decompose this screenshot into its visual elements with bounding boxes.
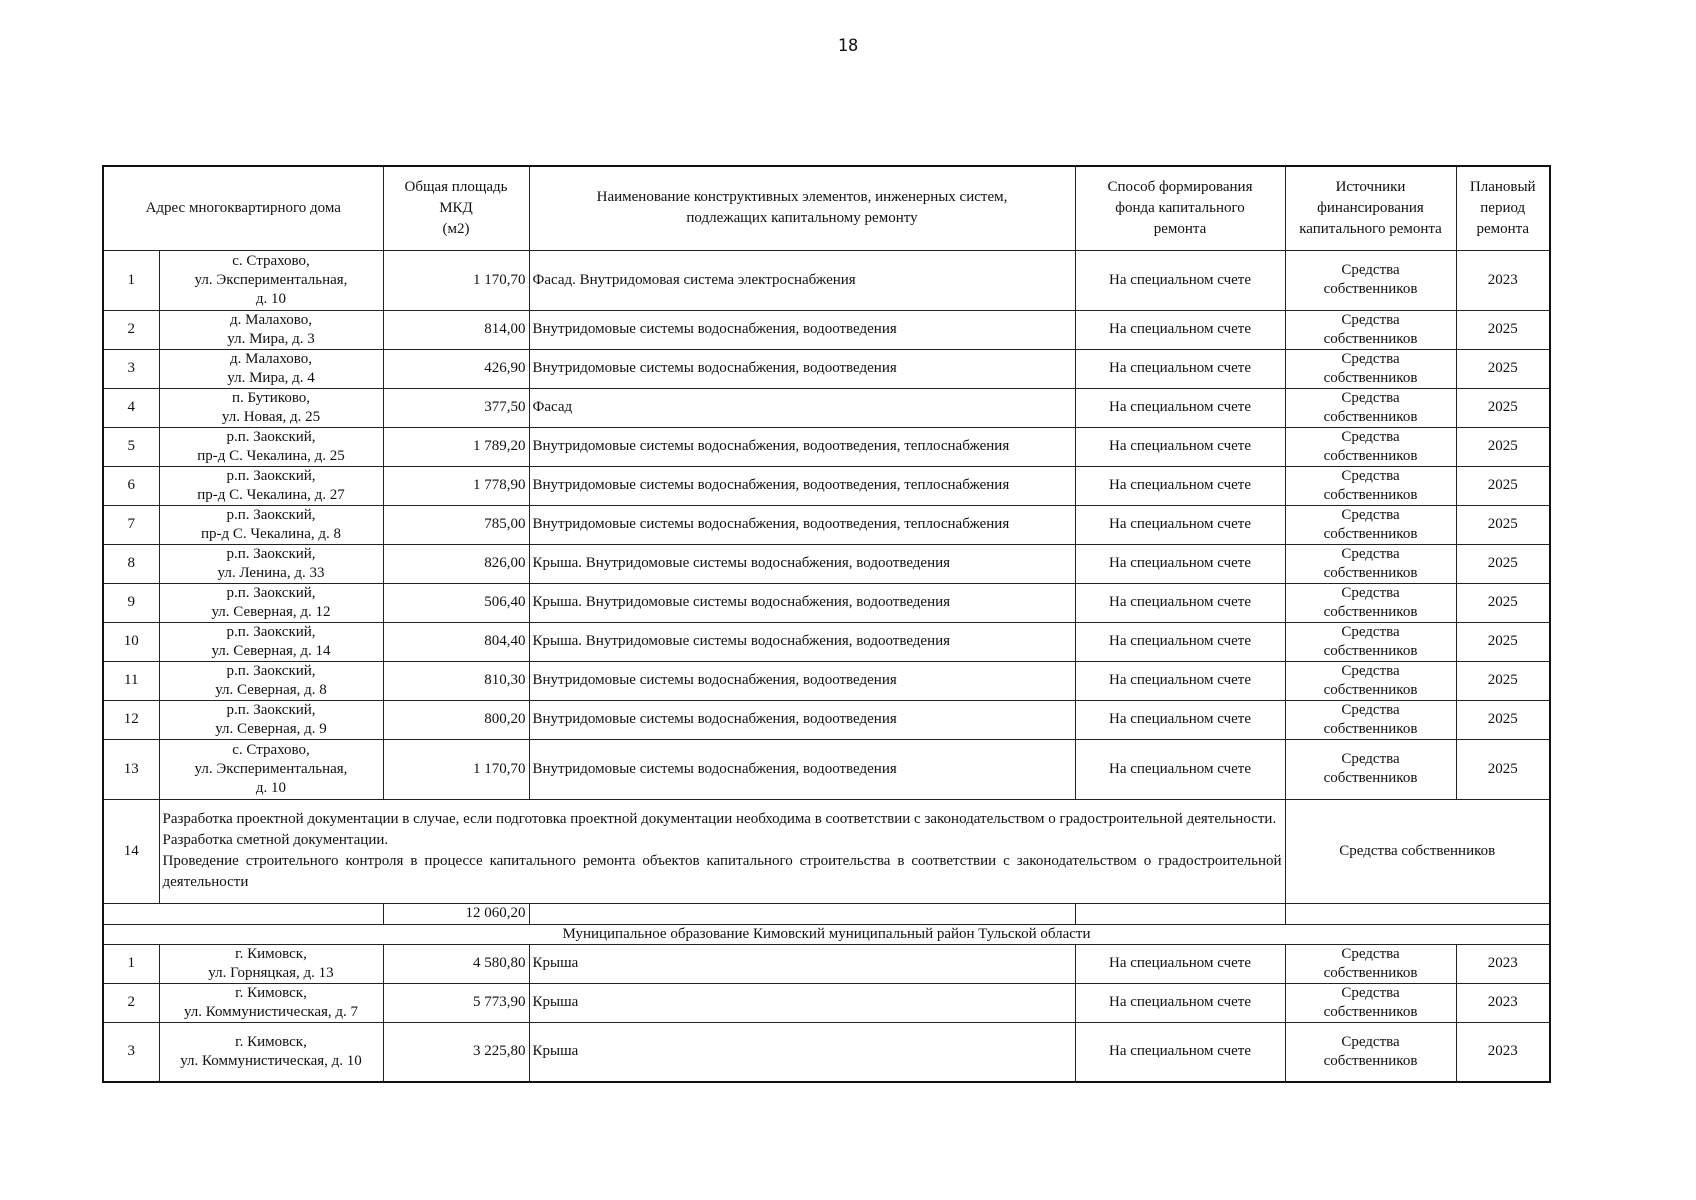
row-number: 2	[103, 310, 159, 349]
address-line: с. Страхово,	[232, 741, 310, 758]
source-line: собственников	[1323, 525, 1418, 542]
row-number: 14	[103, 799, 159, 903]
source-line: Средства	[1341, 428, 1400, 445]
address-line: д. 10	[255, 779, 287, 796]
table-row-notes	[103, 799, 1550, 903]
row-address	[159, 544, 383, 583]
section-title: Муниципальное образование Кимовский муниципальный район Тульской области	[103, 924, 1550, 944]
row-number: 4	[103, 388, 159, 427]
row-elements: Внутридомовые системы водоснабжения, водоотведения, теплоснабжения	[529, 505, 1075, 544]
row-year: 2025	[1456, 661, 1550, 700]
row-number: 5	[103, 427, 159, 466]
notes-line: Разработка проектной документации в случае, если подготовка проектной документации необходима в соответствии с законодательством о градостроительной деятельности.	[162, 811, 1277, 827]
row-number: 1	[103, 250, 159, 310]
row-fund: На специальном счете	[1075, 583, 1285, 622]
table-row	[103, 583, 1550, 622]
row-area: 814,00	[383, 310, 529, 349]
row-area: 506,40	[383, 583, 529, 622]
address-line: ул. Ленина, д. 33	[217, 564, 325, 581]
row-source	[1285, 388, 1456, 427]
header-sources	[1285, 166, 1456, 250]
row-fund: На специальном счете	[1075, 349, 1285, 388]
address-line: пр-д С. Чекалина, д. 25	[197, 447, 345, 464]
notes-source: Средства собственников	[1285, 799, 1550, 903]
source-line: собственников	[1323, 642, 1418, 659]
row-elements: Крыша	[529, 1022, 1075, 1082]
table-row	[103, 622, 1550, 661]
header-area-line: (м2)	[442, 220, 470, 237]
table-row	[103, 983, 1550, 1022]
address-line: ул. Северная, д. 14	[211, 642, 331, 659]
row-address	[159, 466, 383, 505]
row-elements: Крыша. Внутридомовые системы водоснабжения, водоотведения	[529, 622, 1075, 661]
table-row	[103, 466, 1550, 505]
row-fund: На специальном счете	[1075, 388, 1285, 427]
row-year: 2025	[1456, 466, 1550, 505]
row-elements: Крыша. Внутридомовые системы водоснабжения, водоотведения	[529, 583, 1075, 622]
header-sources-line: Источники	[1335, 178, 1406, 195]
row-elements: Внутридомовые системы водоснабжения, водоотведения	[529, 661, 1075, 700]
row-area: 804,40	[383, 622, 529, 661]
row-area: 4 580,80	[383, 944, 529, 983]
row-fund: На специальном счете	[1075, 310, 1285, 349]
source-line: Средства	[1341, 1033, 1400, 1050]
row-source	[1285, 250, 1456, 310]
repair-schedule-table	[102, 165, 1551, 1083]
row-address	[159, 700, 383, 739]
row-year: 2025	[1456, 583, 1550, 622]
header-sources-line: финансирования	[1317, 199, 1424, 216]
total-row	[103, 903, 1550, 924]
address-line: д. 10	[255, 290, 287, 307]
address-line: р.п. Заокский,	[226, 584, 316, 601]
row-source	[1285, 661, 1456, 700]
address-line: ул. Экспериментальная,	[194, 271, 348, 288]
source-line: Средства	[1341, 389, 1400, 406]
header-row	[103, 166, 1550, 250]
source-line: собственников	[1323, 681, 1418, 698]
address-line: ул. Мира, д. 3	[227, 330, 315, 347]
row-year: 2025	[1456, 739, 1550, 799]
row-area: 1 170,70	[383, 250, 529, 310]
source-line: собственников	[1323, 281, 1418, 297]
row-area: 1 170,70	[383, 739, 529, 799]
source-line: собственников	[1323, 964, 1418, 981]
header-period-line: Плановый	[1469, 178, 1536, 195]
row-year: 2025	[1456, 349, 1550, 388]
source-line: Средства	[1341, 751, 1400, 767]
row-area: 1 778,90	[383, 466, 529, 505]
row-year: 2023	[1456, 983, 1550, 1022]
row-address	[159, 250, 383, 310]
row-address	[159, 388, 383, 427]
row-area: 785,00	[383, 505, 529, 544]
source-line: собственников	[1323, 447, 1418, 464]
address-line: р.п. Заокский,	[226, 545, 316, 562]
address-line: д. Малахово,	[229, 350, 313, 367]
row-area: 800,20	[383, 700, 529, 739]
header-area-line: Общая площадь	[404, 178, 508, 195]
row-source	[1285, 944, 1456, 983]
header-period	[1456, 166, 1550, 250]
row-source	[1285, 700, 1456, 739]
row-address	[159, 583, 383, 622]
header-area	[383, 166, 529, 250]
source-line: Средства	[1341, 701, 1400, 718]
address-line: ул. Новая, д. 25	[221, 408, 321, 425]
header-sources-line: капитального ремонта	[1299, 220, 1442, 237]
row-fund: На специальном счете	[1075, 250, 1285, 310]
table-row	[103, 700, 1550, 739]
header-address: Адрес многоквартирного дома	[103, 166, 383, 250]
address-line: ул. Северная, д. 12	[211, 603, 331, 620]
row-year: 2025	[1456, 544, 1550, 583]
total-empty	[529, 903, 1075, 924]
row-source	[1285, 622, 1456, 661]
row-fund: На специальном счете	[1075, 427, 1285, 466]
row-address	[159, 310, 383, 349]
row-fund: На специальном счете	[1075, 622, 1285, 661]
address-line: р.п. Заокский,	[226, 701, 316, 718]
row-fund: На специальном счете	[1075, 505, 1285, 544]
row-source	[1285, 739, 1456, 799]
row-number: 12	[103, 700, 159, 739]
table-row	[103, 250, 1550, 310]
row-address	[159, 505, 383, 544]
source-line: Средства	[1341, 262, 1400, 278]
row-elements: Внутридомовые системы водоснабжения, водоотведения, теплоснабжения	[529, 466, 1075, 505]
table-row	[103, 1022, 1550, 1082]
address-line: р.п. Заокский,	[226, 623, 316, 640]
address-line: р.п. Заокский,	[226, 506, 316, 523]
source-line: собственников	[1323, 486, 1418, 503]
table-row	[103, 427, 1550, 466]
source-line: собственников	[1323, 1052, 1418, 1069]
source-line: Средства	[1341, 506, 1400, 523]
address-line: ул. Экспериментальная,	[194, 760, 348, 777]
source-line: Средства	[1341, 545, 1400, 562]
row-year: 2025	[1456, 310, 1550, 349]
source-line: Средства	[1341, 467, 1400, 484]
source-line: Средства	[1341, 945, 1400, 962]
row-area: 810,30	[383, 661, 529, 700]
notes-cell	[159, 799, 1285, 903]
row-fund: На специальном счете	[1075, 1022, 1285, 1082]
address-line: г. Кимовск,	[235, 1033, 307, 1050]
row-address	[159, 622, 383, 661]
row-elements: Крыша. Внутридомовые системы водоснабжения, водоотведения	[529, 544, 1075, 583]
row-year: 2023	[1456, 1022, 1550, 1082]
row-address	[159, 944, 383, 983]
page-number: 18	[837, 36, 859, 56]
address-line: ул. Коммунистическая, д. 7	[183, 1003, 359, 1020]
row-elements: Фасад. Внутридомовая система электроснабжения	[529, 250, 1075, 310]
row-address	[159, 739, 383, 799]
address-line: пр-д С. Чекалина, д. 8	[201, 525, 341, 542]
header-period-line: ремонта	[1476, 220, 1530, 237]
source-line: собственников	[1323, 770, 1418, 786]
row-address	[159, 1022, 383, 1082]
row-address	[159, 427, 383, 466]
address-line: пр-д С. Чекалина, д. 27	[197, 486, 345, 503]
row-year: 2025	[1456, 700, 1550, 739]
header-elements-line: Наименование конструктивных элементов, инженерных систем,	[596, 189, 1008, 206]
row-number: 13	[103, 739, 159, 799]
address-line: ул. Коммунистическая, д. 10	[180, 1052, 362, 1069]
row-elements: Крыша	[529, 983, 1075, 1022]
row-address	[159, 661, 383, 700]
address-line: р.п. Заокский,	[226, 428, 316, 445]
row-fund: На специальном счете	[1075, 544, 1285, 583]
source-line: собственников	[1323, 408, 1418, 425]
source-line: собственников	[1323, 564, 1418, 581]
header-elements	[529, 166, 1075, 250]
row-source	[1285, 466, 1456, 505]
source-line: Средства	[1341, 623, 1400, 640]
row-year: 2025	[1456, 622, 1550, 661]
table-row	[103, 310, 1550, 349]
address-line: ул. Северная, д. 8	[215, 681, 327, 698]
table-row	[103, 739, 1550, 799]
row-number: 3	[103, 1022, 159, 1082]
source-line: Средства	[1341, 584, 1400, 601]
row-fund: На специальном счете	[1075, 983, 1285, 1022]
total-empty	[103, 903, 383, 924]
row-address	[159, 349, 383, 388]
notes-line: Проведение строительного контроля в процессе капитального ремонта объектов капитального строительства в соответствии с законодательством о градостроительной деятельности	[162, 853, 1282, 890]
table-row	[103, 661, 1550, 700]
row-number: 9	[103, 583, 159, 622]
address-line: п. Бутиково,	[231, 389, 311, 406]
row-number: 11	[103, 661, 159, 700]
source-line: Средства	[1341, 350, 1400, 367]
table-row	[103, 544, 1550, 583]
row-elements: Внутридомовые системы водоснабжения, водоотведения	[529, 349, 1075, 388]
row-area: 3 225,80	[383, 1022, 529, 1082]
address-line: ул. Мира, д. 4	[227, 369, 315, 386]
header-fund-line: фонда капитального	[1115, 199, 1245, 216]
section-row	[103, 924, 1550, 944]
source-line: Средства	[1341, 662, 1400, 679]
row-fund: На специальном счете	[1075, 739, 1285, 799]
address-line: д. Малахово,	[229, 311, 313, 328]
row-fund: На специальном счете	[1075, 700, 1285, 739]
row-year: 2025	[1456, 388, 1550, 427]
address-line: ул. Горняцкая, д. 13	[208, 964, 334, 981]
source-line: собственников	[1323, 330, 1418, 347]
row-number: 6	[103, 466, 159, 505]
row-number: 7	[103, 505, 159, 544]
header-fund	[1075, 166, 1285, 250]
address-line: р.п. Заокский,	[226, 662, 316, 679]
total-area: 12 060,20	[383, 903, 529, 924]
row-area: 1 789,20	[383, 427, 529, 466]
table-row	[103, 944, 1550, 983]
address-line: г. Кимовск,	[235, 945, 307, 962]
source-line: Средства	[1341, 311, 1400, 328]
row-number: 2	[103, 983, 159, 1022]
row-source	[1285, 310, 1456, 349]
notes-line: Разработка сметной документации.	[162, 832, 389, 848]
row-area: 426,90	[383, 349, 529, 388]
source-line: собственников	[1323, 369, 1418, 386]
row-area: 826,00	[383, 544, 529, 583]
row-address	[159, 983, 383, 1022]
row-year: 2025	[1456, 505, 1550, 544]
row-source	[1285, 544, 1456, 583]
row-number: 10	[103, 622, 159, 661]
row-source	[1285, 505, 1456, 544]
row-elements: Внутридомовые системы водоснабжения, водоотведения	[529, 700, 1075, 739]
table-row	[103, 505, 1550, 544]
row-source	[1285, 583, 1456, 622]
address-line: ул. Северная, д. 9	[215, 720, 327, 737]
row-number: 3	[103, 349, 159, 388]
row-elements: Внутридомовые системы водоснабжения, водоотведения, теплоснабжения	[529, 427, 1075, 466]
row-source	[1285, 349, 1456, 388]
address-line: г. Кимовск,	[235, 984, 307, 1001]
source-line: собственников	[1323, 603, 1418, 620]
row-source	[1285, 983, 1456, 1022]
header-elements-line: подлежащих капитальному ремонту	[686, 210, 918, 227]
row-fund: На специальном счете	[1075, 661, 1285, 700]
row-elements: Внутридомовые системы водоснабжения, водоотведения	[529, 739, 1075, 799]
row-source	[1285, 1022, 1456, 1082]
header-period-line: период	[1480, 199, 1526, 216]
row-area: 377,50	[383, 388, 529, 427]
row-year: 2023	[1456, 944, 1550, 983]
total-empty	[1285, 903, 1550, 924]
address-line: р.п. Заокский,	[226, 467, 316, 484]
row-year: 2025	[1456, 427, 1550, 466]
source-line: собственников	[1323, 720, 1418, 737]
row-number: 1	[103, 944, 159, 983]
table-row	[103, 349, 1550, 388]
total-empty	[1075, 903, 1285, 924]
address-line: с. Страхово,	[232, 252, 310, 269]
row-source	[1285, 427, 1456, 466]
table-row	[103, 388, 1550, 427]
source-line: собственников	[1323, 1003, 1418, 1020]
row-fund: На специальном счете	[1075, 944, 1285, 983]
source-line: Средства	[1341, 984, 1400, 1001]
row-area: 5 773,90	[383, 983, 529, 1022]
header-fund-line: ремонта	[1153, 220, 1207, 237]
row-elements: Крыша	[529, 944, 1075, 983]
header-fund-line: Способ формирования	[1107, 178, 1253, 195]
header-area-line: МКД	[439, 199, 473, 216]
row-number: 8	[103, 544, 159, 583]
row-elements: Фасад	[529, 388, 1075, 427]
row-elements: Внутридомовые системы водоснабжения, водоотведения	[529, 310, 1075, 349]
row-fund: На специальном счете	[1075, 466, 1285, 505]
row-year: 2023	[1456, 250, 1550, 310]
